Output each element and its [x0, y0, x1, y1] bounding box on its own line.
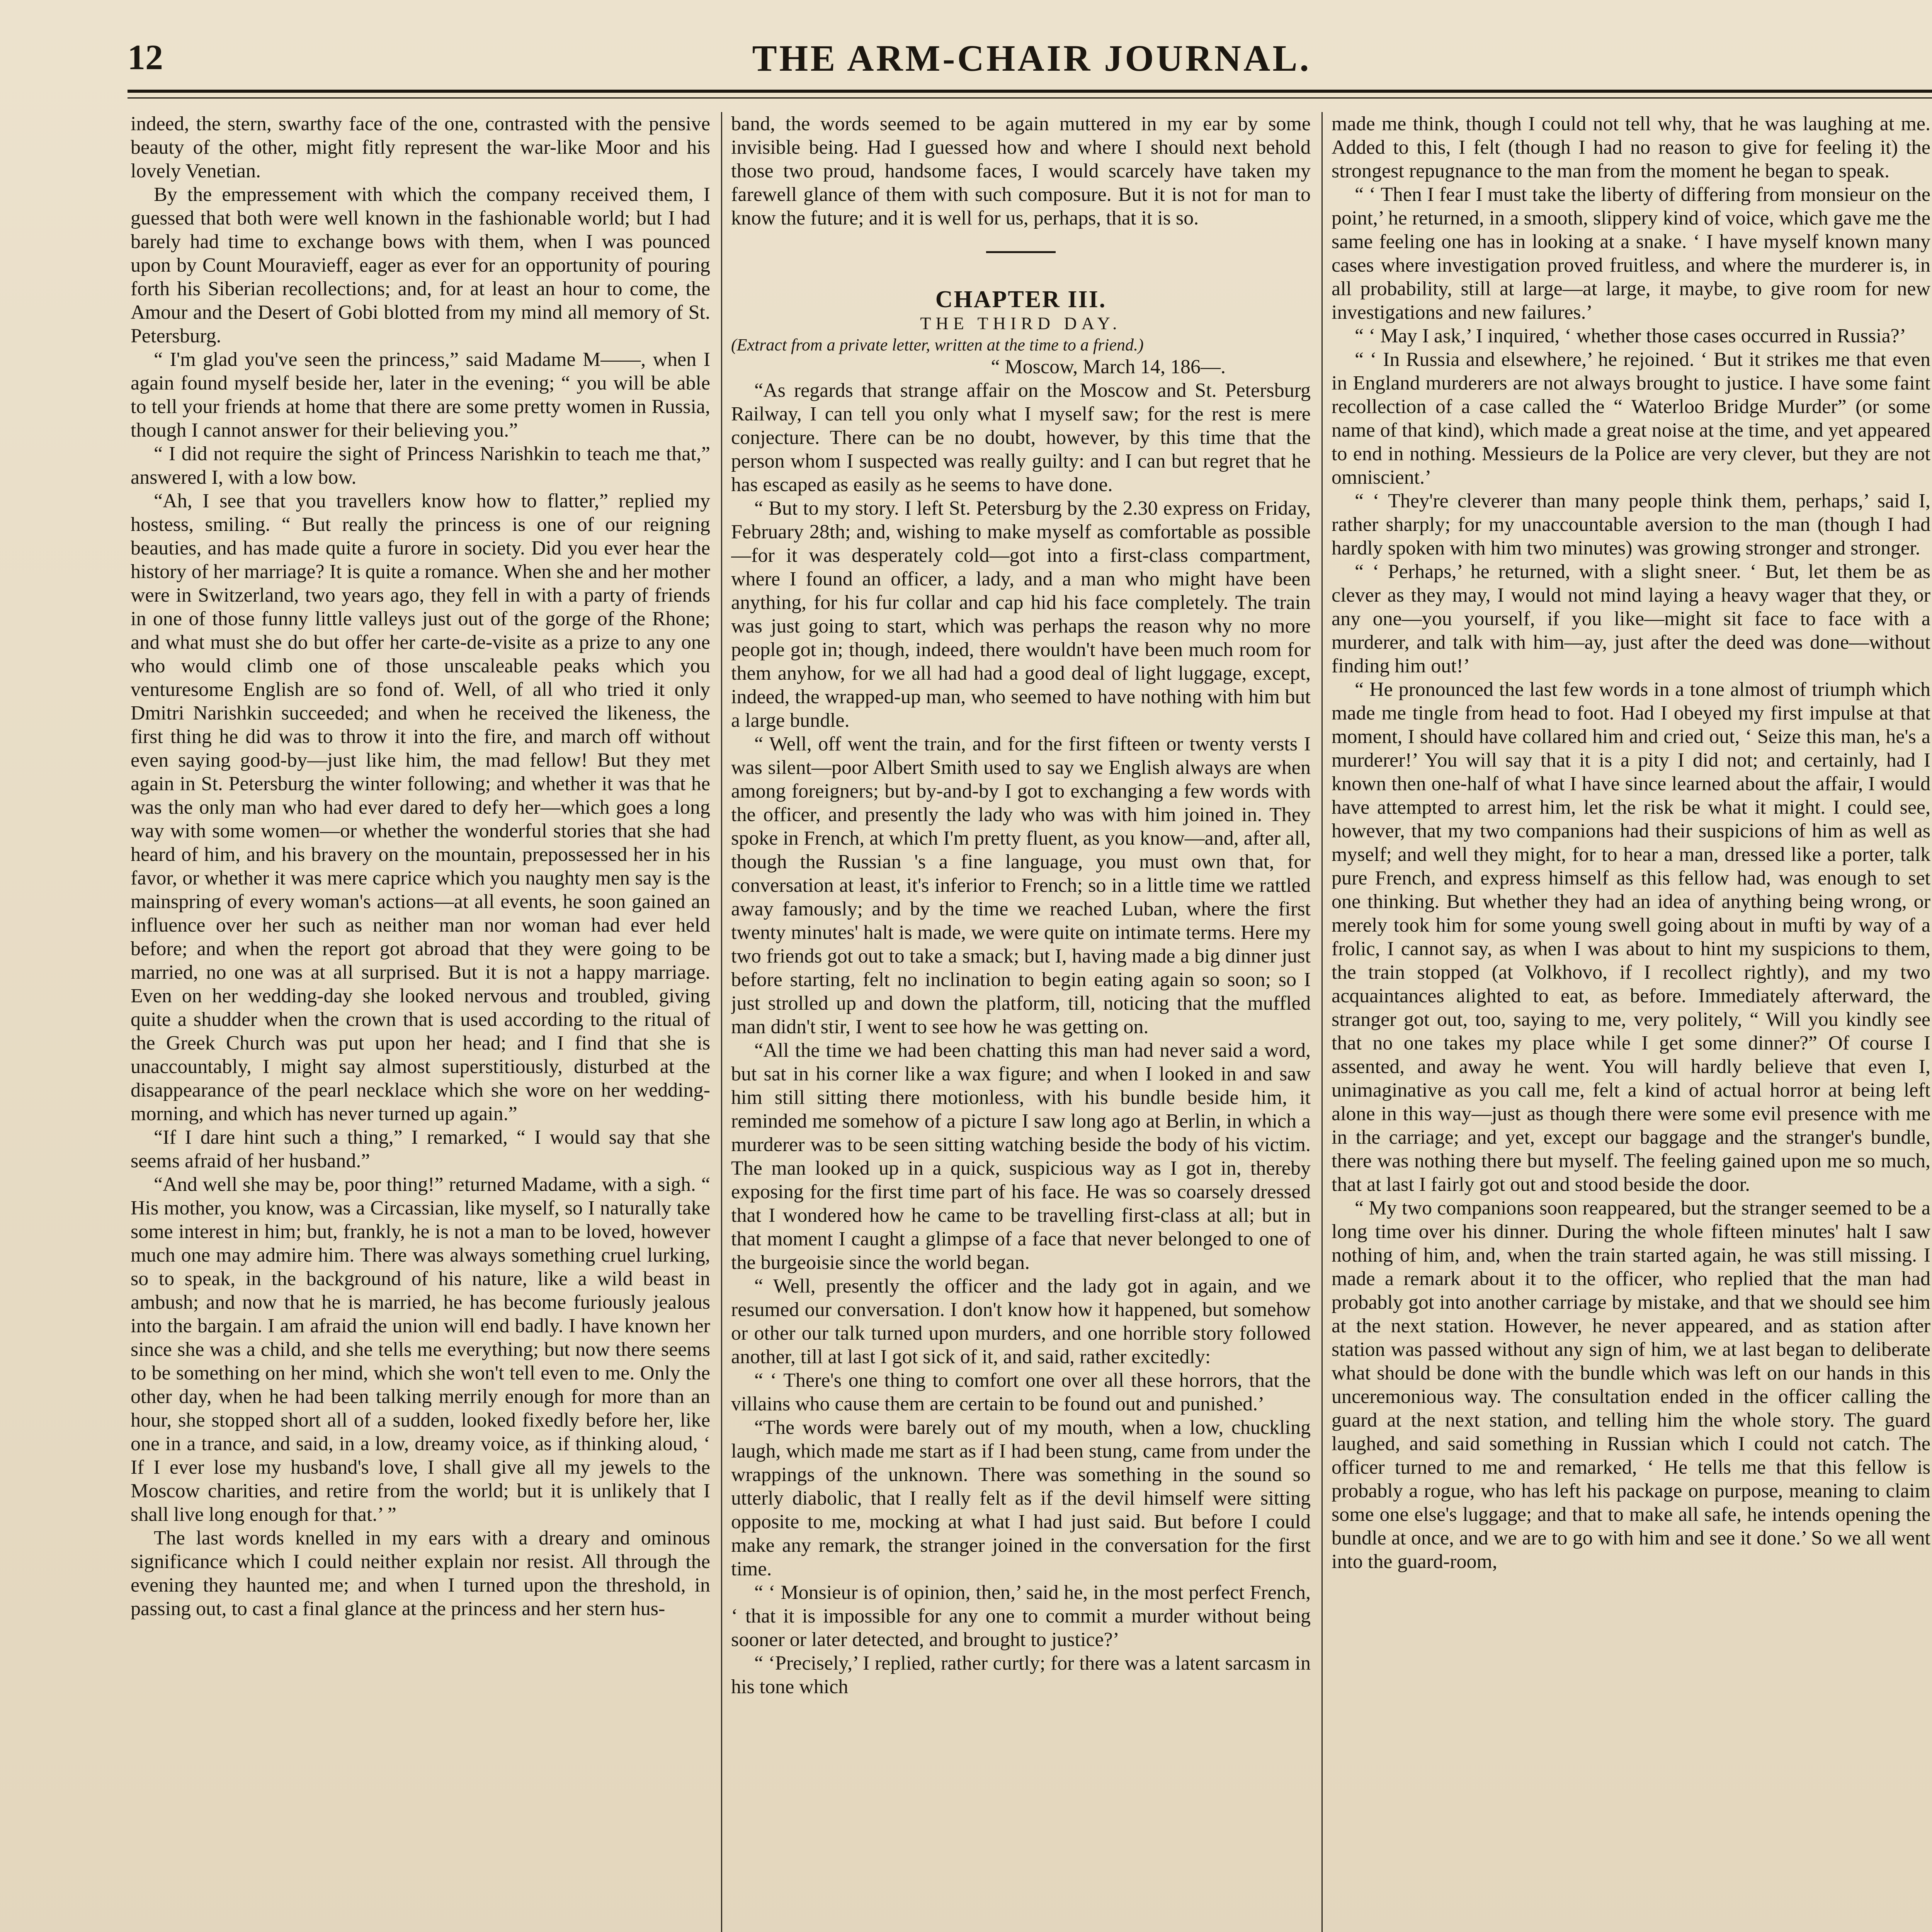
paragraph: “All the time we had been chatting this man had never said a word, but sat in his corner like a wax figure; and when I looked in and saw him still sitting there motionless, with his bundle beside him, it reminded me somehow of a picture I saw long ago at Berlin, in which a murderer was to be seen sitting watching beside the body of his victim. The man looked up in a quick, suspicious way as I got in, thereby exposing for the first time part of his face. He was so coarsely dressed that I wondered how he came to be travelling first-class at all; but in that moment I caught a glimpse of a face that never belonged to one of the burgeoisie since the world began.	[731, 1039, 1311, 1274]
paragraph: The last words knelled in my ears with a dreary and ominous significance which I could neither explain nor resist. All through the evening they haunted me; and when I turned upon the threshold, in passing out, to cast a final glance at the princess and her stern hus-	[131, 1527, 710, 1620]
paragraph: “ Well, presently the officer and the lady got in again, and we resumed our conversation. I don't know how it happened, but somehow or other our talk turned upon murders, and one horrible story followed another, till at last I got sick of it, and said, rather excitedly:	[731, 1275, 1311, 1368]
paragraph: made me think, though I could not tell why, that he was laughing at me. Added to this, I felt (though I had no reason to give for feeling it) the strongest repugnance to the man from the moment he began to speak.	[1332, 113, 1930, 182]
chapter-subtitle: THE THIRD DAY.	[920, 313, 1122, 333]
paragraph: “ ‘ May I ask,’ I inquired, ‘ whether those cases occurred in Russia?’	[1355, 325, 1906, 347]
paragraph: “ ‘ Monsieur is of opinion, then,’ said he, in the most perfect French, ‘ that it is impossible for any one to commit a murder without being sooner or later detected, and brought to justice?’	[731, 1582, 1311, 1651]
text-column-1	[131, 112, 710, 1932]
paragraph: indeed, the stern, swarthy face of the one, contrasted with the pensive beauty of the other, might fitly represent the war-like Moor and his lovely Venetian.	[131, 113, 710, 182]
paragraph: “ ‘Precisely,’ I replied, rather curtly; for there was a latent sarcasm in his tone which	[731, 1652, 1311, 1698]
paragraph: “The words were barely out of my mouth, when a low, chuckling laugh, which made me start as if I had been stung, came from under the wrappings of the unknown. There was something in the sound so utterly diabolic, that I really felt as if the devil himself were sitting opposite to me, mocking at what I had just said. But before I could make any remark, the stranger joined in the conversation for the first time.	[731, 1417, 1311, 1580]
text-column-3	[1332, 112, 1930, 1932]
paragraph: “If I dare hint such a thing,” I remarked, “ I would say that she seems afraid of her husband.”	[131, 1126, 710, 1172]
paragraph: “And well she may be, poor thing!” returned Madame, with a sigh. “ His mother, you know, was a Circassian, like myself, so I naturally take some interest in him; but, frankly, he is not a man to be loved, however much one may admire him. There was always something cruel lurking, so to speak, in the background of his nature, like a wild beast in ambush; and now that he is married, he has become furiously jealous into the bargain. I am afraid the union will end badly. I have known her since she was a child, and she tells me everything; but now there seems to be something on her mind, which she won't tell even to me. Only the other day, when he had been talking merrily enough for more than an hour, she stopped short all of a sudden, looked fixedly before her, like one in a trance, and said, in a low, dreamy voice, as if thinking aloud, ‘ If I ever lose my husband's love, I shall give all my jewels to the Moscow charities, and retire from the world; but it is unlikely that I shall live long enough for that.’ ”	[131, 1173, 710, 1526]
chapter-title: CHAPTER III.	[935, 286, 1107, 313]
paragraph: “ ‘ In Russia and elsewhere,’ he rejoined. ‘ But it strikes me that even in England murderers are not always brought to justice. I have some faint recollection of a case called the “ Waterloo Bridge Murder” (or some name of that kind), which made a great noise at the time, and yet appeared to end in nothing. Messieurs de la Police are very clever, but they are not omniscient.’	[1332, 349, 1930, 488]
letter-dateline: “ Moscow, March 14, 186—.	[991, 356, 1226, 378]
paragraph: “ My two companions soon reappeared, but the stranger seemed to be a long time over his dinner. During the whole fifteen minutes' halt I saw nothing of him, and, when the train started again, he was still missing. I made a remark about it to the officer, who replied that the man had probably got into another carriage by mistake, and that we should see him at the next station. However, he never appeared, and as station after station was passed without any sign of him, we at last began to deliberate what should be done with the bundle which was left on our hands in this unceremonious way. The consultation ended in the officer calling the guard at the next station, and telling him the whole story. The guard laughed, and said something in Russian which I could not catch. The officer turned to me and remarked, ‘ He tells me that this fellow is probably a rogue, who has left his package on purpose, meaning to claim some one else's luggage; and that to make all safe, he intends opening the bundle at once, and we are to go with him and see it done.’ So we all went into the guard-room,	[1332, 1197, 1930, 1573]
column-divider	[1321, 112, 1323, 1932]
column-divider	[721, 112, 722, 1932]
header-rule-thick	[128, 90, 1932, 93]
paragraph: “ ‘ Then I fear I must take the liberty of differing from monsieur on the point,’ he returned, in a smooth, slippery kind of voice, which gave me the same feeling one has in looking at a snake. ‘ I have myself known many cases where investigation proved fruitless, and where the murderer is, in all probability, still at large—at large, it maybe, to give room for new investigations and new failures.’	[1332, 184, 1930, 323]
paragraph: “As regards that strange affair on the Moscow and St. Petersburg Railway, I can tell you only what I myself saw; for the rest is mere conjecture. There can be no doubt, however, by this time that the person whom I suspected was really guilty: and I can but regret that he has escaped as easily as he seems to have done.	[731, 379, 1311, 496]
paragraph: “ But to my story. I left St. Petersburg by the 2.30 express on Friday, February 28th; and, wishing to make myself as comfortable as possible—for it was desperately cold—got into a first-class compartment, where I found an officer, a lady, and a man who might have been anything, for his fur collar and cap hid his face completely. The train was just going to start, which was perhaps the reason why no more people got in; though, indeed, there wouldn't have been much room for them anyhow, for we all had had a good deal of light luggage, except, indeed, the wrapped-up man, who seemed to have nothing with him but a large bundle.	[731, 497, 1311, 731]
extract-note: (Extract from a private letter, written at the time to a friend.)	[731, 335, 1144, 354]
header-rule-thin	[128, 97, 1932, 99]
paragraph: “ I'm glad you've seen the princess,” said Madame M——, when I again found myself beside her, later in the evening; “ you will be able to tell your friends at home that there are some pretty women in Russia, though I cannot answer for their believing you.”	[131, 349, 710, 441]
paragraph: band, the words seemed to be again muttered in my ear by some invisible being. Had I guessed how and where I should next behold those two proud, handsome faces, I would scarcely have taken my farewell glance of them with such composure. But it is not for man to know the future; and it is well for us, perhaps, that it is so.	[731, 113, 1311, 229]
paragraph: “ Well, off went the train, and for the first fifteen or twenty versts I was silent—poor Albert Smith used to say we English always are when among foreigners; but by-and-by I got to exchanging a few words with the officer, and presently the lady who was with him joined in. They spoke in French, at which I'm pretty fluent, as you know—and, after all, though the Russian 's a fine language, you must own that, for conversation at least, it's inferior to French; so in a little time we rattled away famously; and by the time we reached Luban, where the first twenty minutes' halt is made, we were quite on intimate terms. Here my two friends got out to take a smack; but I, having made a big dinner just before starting, felt no inclination to begin eating again so soon; so I just strolled up and down the platform, till, noticing that the muffled man didn't stir, I went to see how he was getting on.	[731, 733, 1311, 1038]
paragraph: By the empressement with which the company received them, I guessed that both were well known in the fashionable world; but I had barely had time to exchange bows with them, when I was pounced upon by Count Mouravieff, eager as ever for an opportunity of pouring forth his Siberian recollections; and, for at least an hour to come, the Amour and the Desert of Gobi blotted from my mind all memory of St. Petersburg.	[131, 184, 710, 347]
paragraph: “ ‘ They're cleverer than many people think them, perhaps,’ said I, rather sharply; for my unaccountable aversion to the man (though I had hardly spoken with him two minutes) was growing stronger and stronger.	[1332, 490, 1930, 559]
paragraph: “ I did not require the sight of Princess Narishkin to teach me that,” answered I, with a low bow.	[131, 443, 710, 488]
page-header	[128, 37, 1932, 95]
journal-title: THE ARM-CHAIR JOURNAL.	[752, 37, 1311, 79]
page-number: 12	[128, 37, 163, 77]
paragraph: “Ah, I see that you travellers know how to flatter,” replied my hostess, smiling. “ But really the princess is one of our reigning beauties, and has made quite a furore in society. Did you ever hear the history of her marriage? It is quite a romance. When she and her mother were in Switzerland, two years ago, they fell in with a party of friends in one of those funny little valleys just out of the gorge of the Rhone; and what must she do but offer her carte-de-visite as a prize to any one who would climb one of those unscaleable peaks which you venturesome English are so fond of. Well, of all who tried it only Dmitri Narishkin succeeded; and when he received the likeness, the first thing he did was to throw it into the fire, and march off without even saying good-by—just like him, the mad fellow! But they met again in St. Petersburg the winter following; and whether it was that he was the only man who had ever dared to defy her—which goes a long way with some women—or whether the wonderful stories that she had heard of him, and his bravery on the mountain, prepossessed her in his favor, or whether it was mere caprice which you naughty men say is the mainspring of every woman's actions—at all events, he soon gained an influence over her such as neither man nor woman had ever held before; and when the report got abroad that they were going to be married, no one was at all surprised. But it is not a happy marriage. Even on her wedding-day she looked nervous and troubled, giving quite a shudder when the crown that is used according to the ritual of the Greek Church was put upon her head; and I find that she is unaccountably, I might say almost superstitiously, disturbed at the disappearance of the pearl necklace which she wore on her wedding-morning, and which has never turned up again.”	[131, 490, 710, 1125]
paragraph: “ ‘ Perhaps,’ he returned, with a slight sneer. ‘ But, let them be as clever as they may, I would not mind laying a heavy wager that they, or any one—you yourself, if you like—might sit face to face with a murderer, and talk with him—ay, just after the deed was done—without finding him out!’	[1332, 561, 1930, 677]
section-divider	[986, 251, 1056, 253]
paragraph: “ He pronounced the last few words in a tone almost of triumph which made me tingle from head to foot. Had I obeyed my first impulse at that moment, I should have collared him and cried out, ‘ Seize this man, he's a murderer!’ You will say that it is a pity I did not; and certainly, had I known then one-half of what I have since learned about the affair, I would have attempted to arrest him, let the risk be what it might. I could see, however, that my two companions had their suspicions of him as well as myself; and well they might, for to hear a man, dressed like a porter, talk pure French, and express himself as this fellow had, was enough to set one thinking. But whether they had an idea of anything being wrong, or merely took him for some young swell going about in mufti by way of a frolic, I cannot say, as when I was about to hint my suspicions to them, the train stopped (at Volkhovo, if I recollect rightly), and my two acquaintances alighted to eat, as before. Immediately afterward, the stranger got out, too, saying to me, very politely, “ Will you kindly see that no one takes my place while I get some dinner?” Of course I assented, and away he went. You will hardly believe that even I, unimaginative as you call me, felt a kind of actual horror at being left alone in this way—just as though there were some evil presence with me in the carriage; and yet, except our baggage and the stranger's bundle, there was nothing there but myself. The feeling gained upon me so much, that at last I fairly got out and stood beside the door.	[1332, 679, 1930, 1196]
text-column-2	[731, 112, 1311, 1932]
paragraph: “ ‘ There's one thing to comfort one over all these horrors, that the villains who cause them are certain to be found out and punished.’	[731, 1369, 1311, 1415]
